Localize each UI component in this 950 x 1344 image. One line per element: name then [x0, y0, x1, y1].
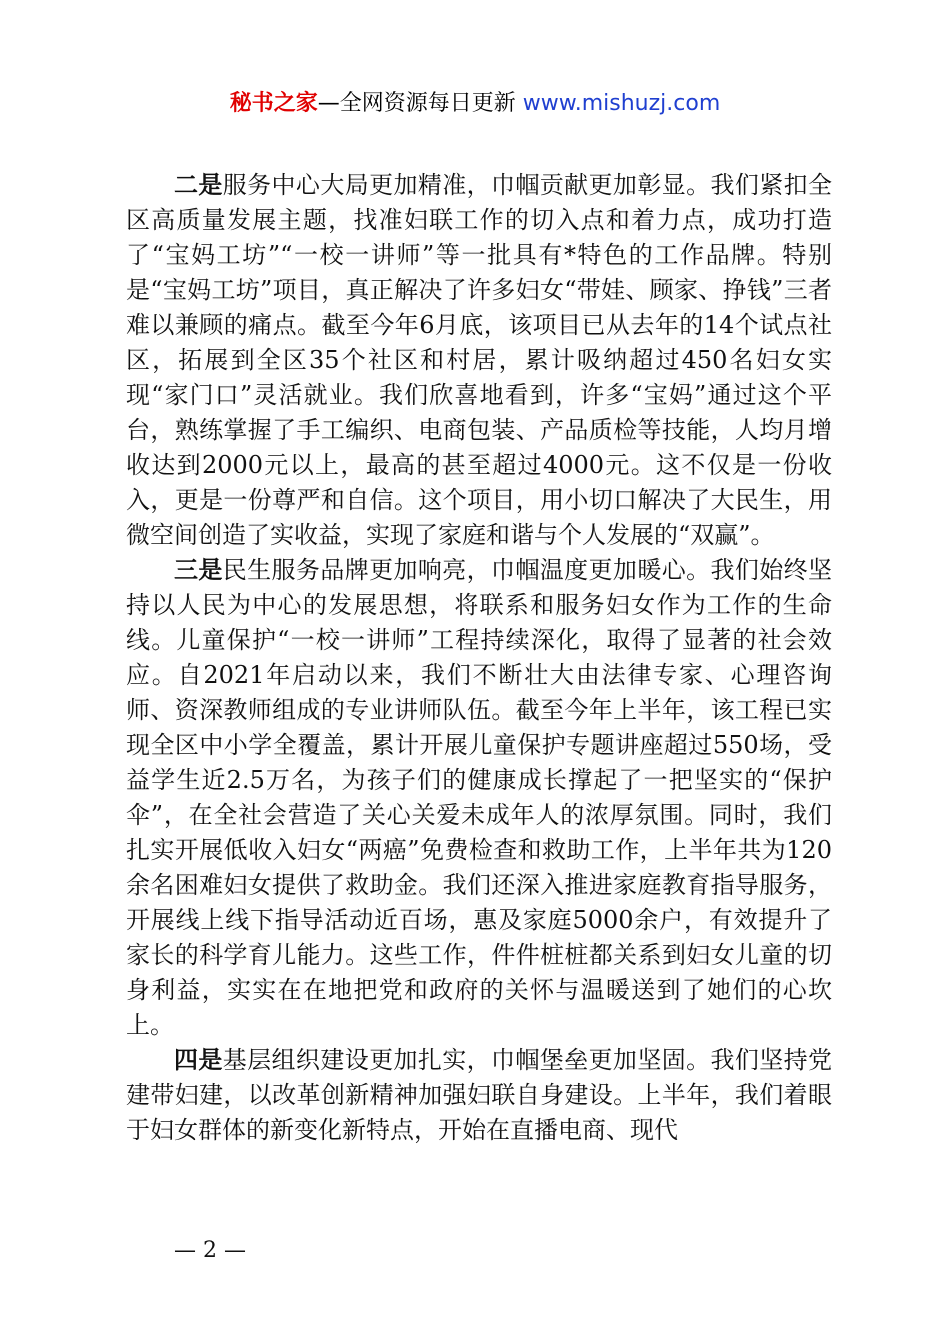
paragraph-lead: 四是 — [174, 1046, 223, 1074]
paragraph-2 — [126, 168, 832, 553]
header-tagline: —全网资源每日更新 — [317, 91, 523, 116]
paragraph-lead: 三是 — [174, 556, 223, 584]
site-url-link[interactable]: www.mishuzj.com — [522, 91, 721, 116]
paragraph-lead: 二是 — [174, 171, 223, 199]
paragraph-text: 服务中心大局更加精准，巾帼贡献更加彰显。我们紧扣全区高质量发展主题，找准妇联工作的切入点和着力点，成功打造了“宝妈工坊”“一校一讲师”等一批具有*特色的工作品牌。特别是“宝妈工坊”项目，真正解决了许多妇女“带娃、顾家、挣钱”三者难以兼顾的痛点。截至今年6月底，该项目已从去年的14个试点社区，拓展到全区35个社区和村居，累计吸纳超过450名妇女实现“家门口”灵活就业。我们欣喜地看到，许多“宝妈”通过这个平台，熟练掌握了手工编织、电商包装、产品质检等技能，人均月增收达到2000元以上，最高的甚至超过4000元。这不仅是一份收入，更是一份尊严和自信。这个项目，用小切口解决了大民生，用微空间创造了实收益，实现了家庭和谐与个人发展的“双赢”。 — [126, 171, 833, 549]
document-body — [126, 168, 832, 1148]
paragraph-3 — [126, 553, 832, 1043]
paragraph-text: 民生服务品牌更加响亮，巾帼温度更加暖心。我们始终坚持以人民为中心的发展思想，将联系和服务妇女作为工作的生命线。儿童保护“一校一讲师”工程持续深化，取得了显著的社会效应。自2021年启动以来，我们不断壮大由法律专家、心理咨询师、资深教师组成的专业讲师队伍。截至今年上半年，该工程已实现全区中小学全覆盖，累计开展儿童保护专题讲座超过550场，受益学生近2.5万名，为孩子们的健康成长撑起了一把坚实的“保护伞”，在全社会营造了关心关爱未成年人的浓厚氛围。同时，我们扎实开展低收入妇女“两癌”免费检查和救助工作，上半年共为120余名困难妇女提供了救助金。我们还深入推进家庭教育指导服务，开展线上线下指导活动近百场，惠及家庭5000余户，有效提升了家长的科学育儿能力。这些工作，件件桩桩都关系到妇女儿童的切身利益，实实在在地把党和政府的关怀与温暖送到了她们的心坎上。 — [126, 556, 833, 1039]
page-number: — 2 — — [174, 1238, 246, 1263]
brand-name: 秘书之家 — [229, 91, 318, 116]
site-header — [0, 88, 950, 120]
paragraph-text: 基层组织建设更加扎实，巾帼堡垒更加坚固。我们坚持党建带妇建，以改革创新精神加强妇联自身建设。上半年，我们着眼于妇女群体的新变化新特点，开始在直播电商、现代 — [126, 1046, 833, 1144]
paragraph-4 — [126, 1043, 832, 1148]
